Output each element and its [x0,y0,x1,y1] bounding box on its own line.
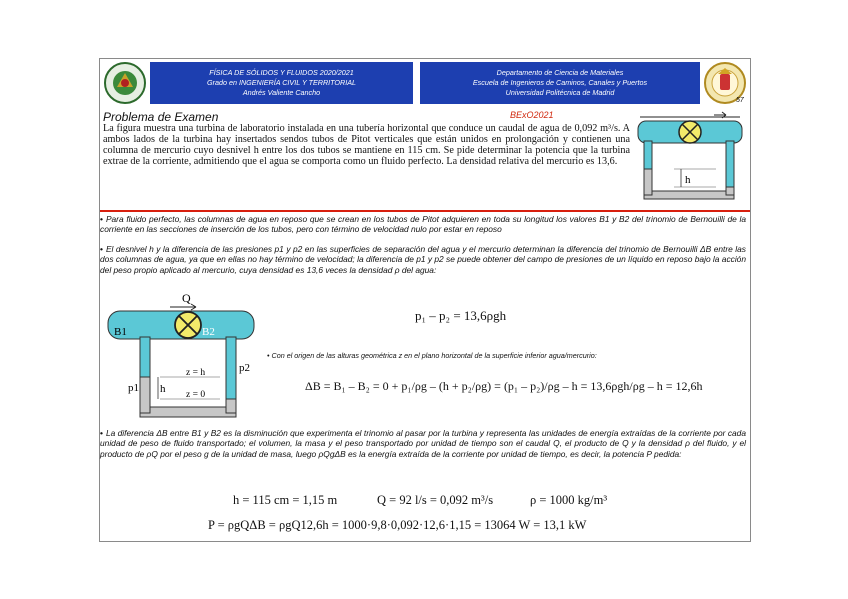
section-divider [100,210,750,212]
slide [99,58,751,542]
delta-b-equation: ΔB = B₁ – B₂ = 0 + p₁/ρg – (h + p₂/ρg) = (p₁ – p₂)/ρg – h = 13,6ρgh/ρg – h = 12,6h [305,379,703,393]
university-seal-icon [103,61,147,105]
rho-value: ρ = 1000 kg/m³ [530,493,608,507]
figure-small-h-label: h [685,174,691,186]
pressure-equation: p₁ – p₂ = 13,6ρgh [415,308,507,323]
department-line-3: Universidad Politécnica de Madrid [505,88,615,97]
course-line-1: FÍSICA DE SÓLIDOS Y FLUIDOS 2020/2021 [209,68,354,77]
z-h-label: z = h [186,368,206,378]
turbine-diagram-small [634,111,746,205]
bullet-2: • El desnivel h y la diferencia de las presiones p1 y p2 en las superficies de separación del agua y el mercurio determinan la diferencia del trinomio de Bernouilli ΔB entre las dos columnas de agua, ya que en ellas no hay término de velocidad; la diferencia de p1 y p2 se puede obtener del campo de presiones de un líquido en reposo bajo la acción del peso propio aplicado al mercurio, cuya densidad es 13,6 veces la densidad ρ del agua: [100,244,746,275]
problem-title: Problema de Examen [103,110,219,124]
sub-bullet-text: Con el origen de las alturas geométrica z en el plano horizontal de la superficie inferior agua/mercurio: [271,351,597,360]
department-line-2: Escuela de Ingenieros de Caminos, Canales y Puertos [472,78,648,87]
problem-statement: La figura muestra una turbina de laboratorio instalada en una tubería horizontal que conduce un caudal de agua de 0,092 m³/s. A ambos lados de la turbina hay insertados sendos tubos de Pitot verticales que están unidos en prolongación y contienen una columna de mercurio cuyo desnivel h entre los dos tubos se mantiene en 115 cm. Se pide determinar la potencia que la turbina extrae de la corriente, admitiendo que el agua se comporta como un fluido perfecto. La densidad relativa del mercurio es 13,6. [103,123,630,167]
course-line-2: Grado en INGENIERÍA CIVIL Y TERRITORIAL [207,78,356,87]
department-info [420,62,700,104]
bullet-3-text: La diferencia ΔB entre B1 y B2 es la disminución que experimenta el trinomio al pasar por la turbina y representa las unidades de energía extraídas de la corriente por cada unidad de peso de fluido transportado; el volumen, la masa y el peso transportado por unidad de tiempo son el caudal Q, el producto de Q y la densidad ρ del fluido, y el producto de ρQ por el peso g de la unidad de masa, luego ρQgΔB es la energía extraída de la corriente por unidad de tiempo, es decir, la potencia P pedida: [100,428,746,459]
power-equation: P = ρgQΔB = ρgQ12,6h = 1000·9,8·0,092·12,6·1,15 = 13064 W = 13,1 kW [208,518,587,532]
course-line-3: Andrés Valiente Cancho [242,88,321,97]
p2-label: p2 [239,362,250,374]
department-line-1: Departamento de Ciencia de Materiales [496,68,624,77]
page-number: 57 [736,97,744,104]
p1-label: p1 [128,382,139,394]
bullet-1-text: Para fluido perfecto, las columnas de agua en reposo que se crean en los tubos de Pitot adquieren en toda su longitud los valores B1 y B2 del trinomio de Bernouilli de la corriente en las secciones de inserción de los tubos, pero con término de velocidad nulo por estar en reposo [100,214,746,235]
h-label: h [160,383,166,395]
slide-header [100,59,750,107]
bullet-1: • Para fluido perfecto, las columnas de agua en reposo que se crean en los tubos de Pitot adquieren en toda su longitud los valores B1 y B2 del trinomio de Bernouilli de la corriente en las secciones de inserción de los tubos, pero con término de velocidad nulo por estar en reposo [100,214,746,235]
sub-bullet: • Con el origen de las alturas geométrica z en el plano horizontal de la superficie inferior agua/mercurio: [267,351,597,360]
b2-label: B2 [202,326,215,338]
turbine-diagram [104,291,258,423]
bullet-2-text: El desnivel h y la diferencia de las presiones p1 y p2 en las superficies de separación del agua y el mercurio determinan la diferencia del trinomio de Bernouilli ΔB entre las dos columnas de agua, ya que en ellas no hay término de velocidad; la diferencia de p1 y p2 se puede obtener del campo de presiones de un líquido en reposo bajo la acción del peso propio aplicado al mercurio, cuya densidad es 13,6 veces la densidad ρ del agua: [100,244,746,275]
q-value: Q = 92 l/s = 0,092 m³/s [377,493,494,507]
course-info [150,62,413,104]
problem-code: BExO2021 [510,110,554,120]
b1-label: B1 [114,326,127,338]
z-0-label: z = 0 [186,390,206,400]
h-value: h = 115 cm = 1,15 m [233,493,338,507]
bullet-3: • La diferencia ΔB entre B1 y B2 es la disminución que experimenta el trinomio al pasar por la turbina y representa las unidades de energía extraídas de la corriente por cada unidad de peso de fluido transportado; el volumen, la masa y el peso transportado por unidad de tiempo son el caudal Q, el producto de Q y la densidad ρ del fluido, y el producto de ρQ por el peso g de la unidad de masa, luego ρQgΔB es la energía extraída de la corriente por unidad de tiempo, es decir, la potencia P pedida: [100,428,746,459]
flow-q-label: Q [182,291,191,305]
